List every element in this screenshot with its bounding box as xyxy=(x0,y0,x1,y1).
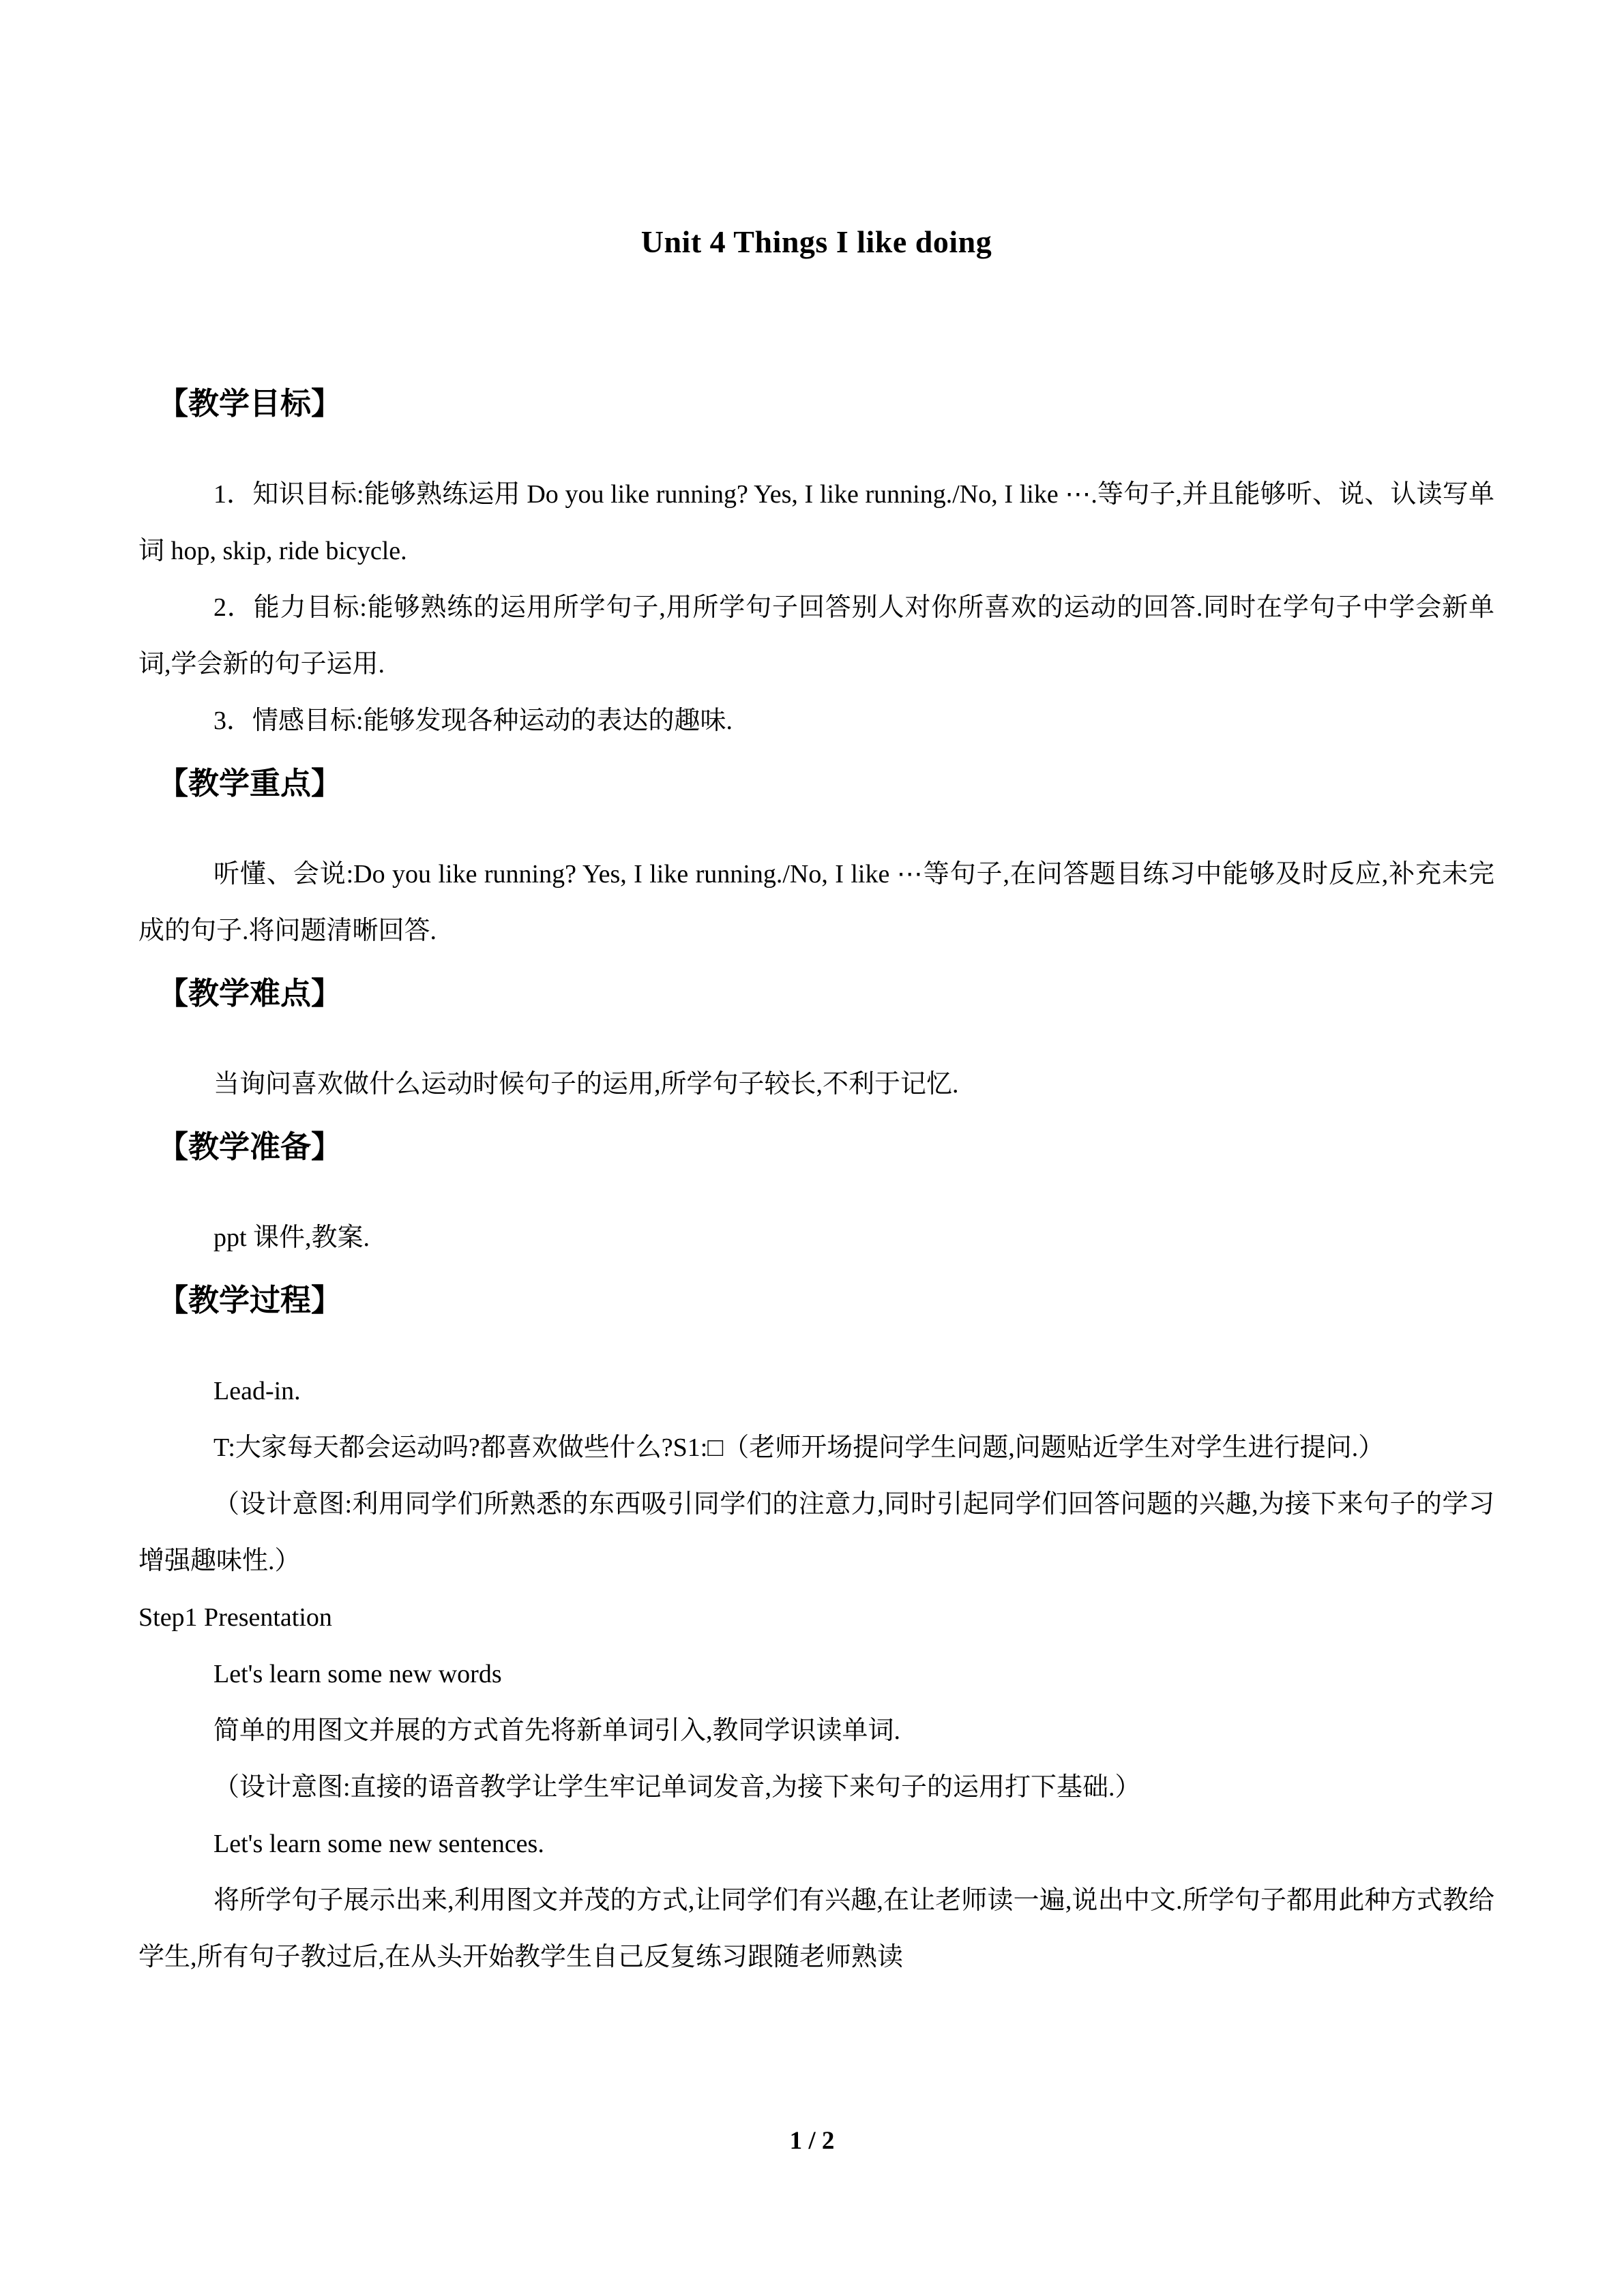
paragraph: 听懂、会说:Do you like running? Yes, I like running./No, I like ⋯等句子,在问答题目练习中能够及时反应,补充未完成的句子.将问题清晰回答. xyxy=(138,860,1494,945)
paragraph: （设计意图:直接的语音教学让学生牢记单词发音,为接下来句子的运用打下基础.） xyxy=(213,1773,1141,1802)
paragraph-step1: Step1 Presentation xyxy=(138,1603,332,1632)
paragraph: 2．能力目标:能够熟练的运用所学句子,用所学句子回答别人对你所喜欢的运动的回答.同时在学句子中学会新单词,学会新的句子运用. xyxy=(138,593,1494,679)
paragraph: 将所学句子展示出来,利用图文并茂的方式,让同学们有兴趣,在让老师读一遍,说出中文.所学句子都用此种方式教给学生,所有句子教过后,在从头开始教学生自己反复练习跟随老师熟读 xyxy=(138,1886,1494,1971)
paragraph: ppt 课件,教案. xyxy=(213,1223,370,1252)
paragraph: Let's learn some new words xyxy=(213,1660,502,1688)
paragraph: （设计意图:利用同学们所熟悉的东西吸引同学们的注意力,同时引起同学们回答问题的兴趣,为接下来句子的学习增强趣味性.） xyxy=(138,1490,1494,1575)
paragraph: Let's learn some new sentences. xyxy=(213,1830,544,1858)
section-heading: 【教学目标】 xyxy=(158,387,342,421)
section-teaching-process xyxy=(138,1279,1494,1986)
section-teaching-key-points xyxy=(138,762,1494,959)
paragraph: 当询问喜欢做什么运动时候句子的运用,所学句子较长,不利于记忆. xyxy=(213,1070,959,1099)
section-teaching-objectives xyxy=(138,382,1494,749)
section-heading: 【教学过程】 xyxy=(158,1283,342,1317)
paragraph: 3．情感目标:能够发现各种运动的表达的趣味. xyxy=(213,706,733,735)
page-number: 1 / 2 xyxy=(789,2127,835,2155)
section-teaching-preparation xyxy=(138,1125,1494,1266)
section-teaching-difficulties xyxy=(138,972,1494,1113)
section-heading: 【教学难点】 xyxy=(158,976,342,1011)
doc-title: Unit 4 Things I like doing xyxy=(640,224,992,259)
paragraph: 1．知识目标:能够熟练运用 Do you like running? Yes, I like running./No, I like ⋯.等句子,并且能够听、说、认读写单词 hop, skip, ride bicycle. xyxy=(138,480,1494,565)
section-heading: 【教学准备】 xyxy=(158,1130,342,1164)
paragraph: T:大家每天都会运动吗?都喜欢做些什么?S1:□（老师开场提问学生问题,问题贴近学生对学生进行提问.） xyxy=(213,1433,1385,1462)
section-heading: 【教学重点】 xyxy=(158,766,342,801)
paragraph: Lead-in. xyxy=(213,1377,301,1405)
paragraph: 简单的用图文并展的方式首先将新单词引入,教同学识读单词. xyxy=(213,1716,901,1745)
